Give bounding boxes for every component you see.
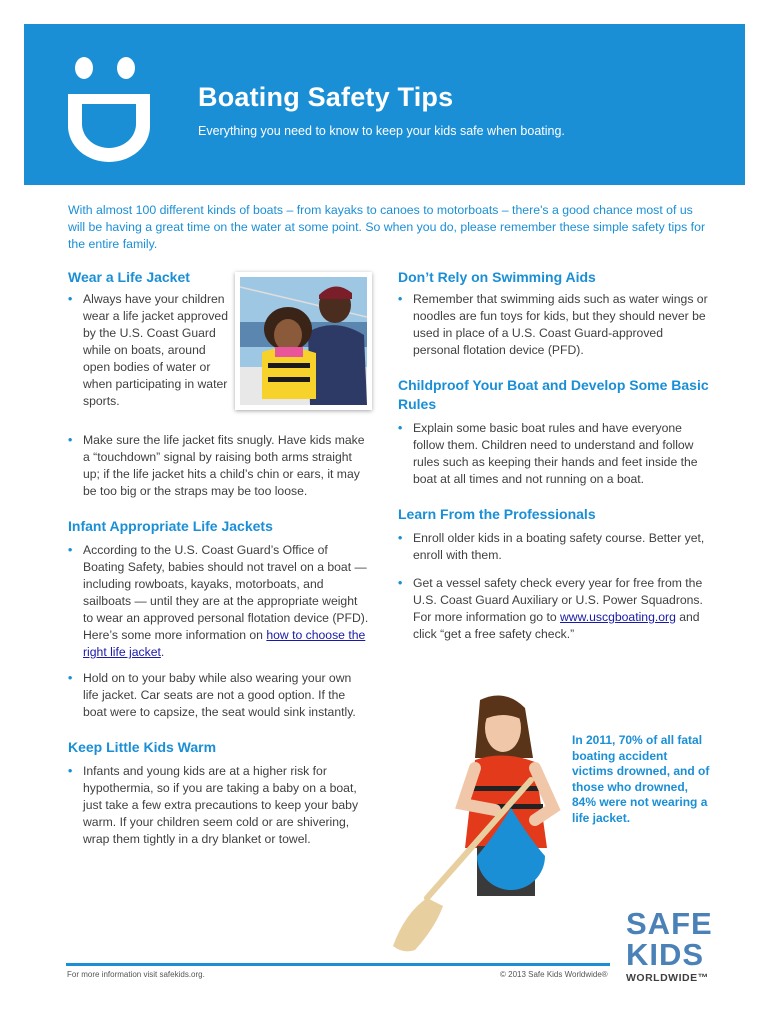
section-title-professionals: Learn From the Professionals	[398, 506, 596, 522]
statistic-callout: In 2011, 70% of all fatal boating accident victims drowned, and of those who drowned, 84% were not wearing a life jacket.	[572, 733, 710, 825]
section-title-swimming-aids: Don’t Rely on Swimming Aids	[398, 269, 596, 285]
list-item: • Make sure the life jacket fits snugly. Have kids make a “touchdown” signal by raising both arms straight up; if the life jacket hits a child’s chin or ears, it may be too big or the straps may be too loose.	[68, 432, 370, 500]
page-title: Boating Safety Tips	[198, 82, 454, 112]
safe-kids-logo	[626, 908, 716, 984]
list-item: • Remember that swimming aids such as water wings or noodles are fun toys for kids, but they should never be used in place of a U.S. Coast Guard-approved personal flotation device (PFD).	[398, 291, 710, 359]
family-photo	[235, 272, 372, 410]
woman-with-paddle-image	[385, 688, 585, 960]
footer-info-text: For more information visit safekids.org.	[67, 970, 205, 979]
section-title-infant: Infant Appropriate Life Jackets	[68, 518, 273, 534]
header-banner	[24, 24, 745, 185]
left-column	[68, 432, 370, 848]
section-title-childproof: Childproof Your Boat and Develop Some Basic Rules	[398, 377, 709, 412]
brand-line-1: SAFE	[626, 906, 713, 941]
page-subtitle: Everything you need to know to keep your kids safe when boating.	[198, 124, 565, 138]
section-title: Wear a Life Jacket	[68, 269, 190, 285]
brand-line-3: WORLDWIDE™	[626, 972, 709, 984]
smiley-logo-icon	[64, 52, 154, 162]
list-item: • Hold on to your baby while also wearing your own life jacket. Car seats are not a good option. If the boat were to capsize, the seat would sink instantly.	[68, 670, 370, 721]
list-item: • Enroll older kids in a boating safety course. Better yet, enroll with them.	[398, 530, 710, 564]
section-title-warm: Keep Little Kids Warm	[68, 739, 217, 755]
brand-line-2: KIDS	[626, 937, 705, 972]
section-wear-life-jacket	[68, 268, 228, 410]
footer-divider	[66, 963, 610, 966]
list-item: • Get a vessel safety check every year for free from the U.S. Coast Guard Auxiliary or U.S. Power Squadrons. For more information go to www.uscgboating.org and click “get a free safety check.”	[398, 575, 710, 643]
list-item: • According to the U.S. Coast Guard’s Office of Boating Safety, babies should not travel on a boat — including rowboats, kayaks, motorboats, and sailboats — until they are at the appropriate weight to wear an approved personal flotation device (PFD). Here’s some more information on how to choose the right life jacket.	[68, 542, 370, 661]
uscg-link[interactable]: www.uscgboating.org	[560, 610, 676, 624]
right-column	[398, 268, 710, 643]
footer-copyright: © 2013 Safe Kids Worldwide®	[500, 970, 608, 979]
life-jacket-link[interactable]: how to choose the right life jacket	[83, 628, 366, 659]
list-item: • Explain some basic boat rules and have everyone follow them. Children need to understand and follow rules such as keeping their hands and feet inside the boat at all times and not running on a boat.	[398, 420, 710, 488]
list-item: • Infants and young kids are at a higher risk for hypothermia, so if you are taking a baby on a boat, just take a few extra precautions to keep your baby warm. If your children seem cold or are shivering, wrap them tightly in a dry blanket or towel.	[68, 763, 370, 848]
list-item: • Always have your children wear a life jacket approved by the U.S. Coast Guard while on boats, around open bodies of water or when participating in water sports.	[68, 291, 228, 410]
father-daughter-image	[240, 277, 367, 405]
intro-paragraph: With almost 100 different kinds of boats – from kayaks to canoes to motorboats – there's a good chance most of us will be having a great time on the water at some point. So when you do, please remember these simple safety tips for the entire family.	[68, 203, 706, 251]
